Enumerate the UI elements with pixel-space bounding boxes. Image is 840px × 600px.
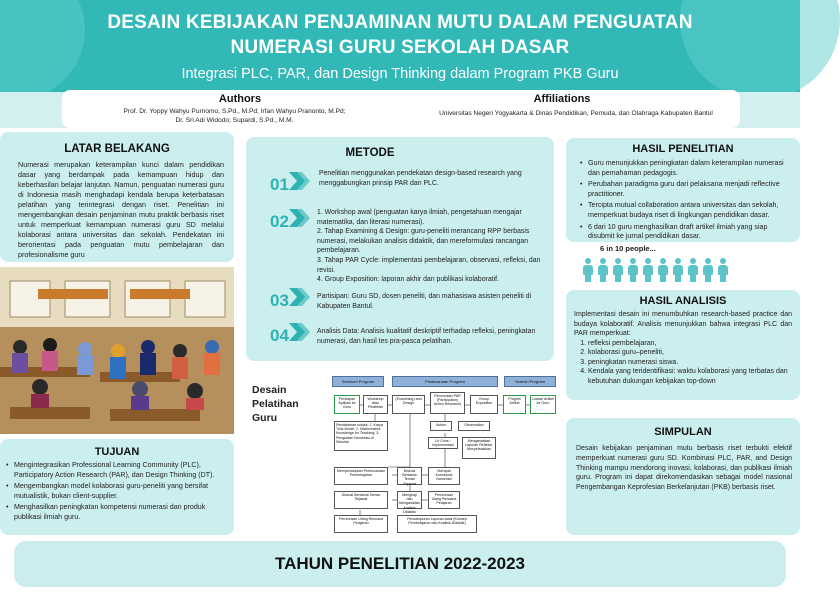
person-icon (627, 258, 639, 282)
person-shape (585, 274, 591, 282)
person-shape (660, 274, 666, 282)
poster-subtitle: Integrasi PLC, PAR, dan Design Thinking dalam Program PKB Guru (181, 66, 619, 82)
person-icon (597, 258, 609, 282)
footer-text: TAHUN PENELITIAN 2022-2023 (274, 554, 526, 573)
flow-node: Group Exposition (470, 395, 498, 414)
list-item: 4. Kendala yang teridentifikasi: waktu kolaborasi yang terbatas dan kebutuhan dukungan kebijakan top-down (588, 367, 792, 386)
people-label: 6 in 10 people... (600, 244, 656, 253)
flow-node: Luaran Artikel ke Guru (530, 395, 556, 414)
person-shape (705, 258, 711, 264)
latar-heading: LATAR BELAKANG (64, 143, 170, 155)
flow-node: Perumusan Ulang Rencana Pelajaran (334, 515, 388, 533)
person-shape (690, 258, 696, 264)
flow-node: (Examining) and Design (392, 395, 425, 414)
step-number: 02 (270, 212, 289, 231)
list-item: 1. refleksi pembelajaran, (588, 339, 792, 348)
flow-node: Observation (458, 421, 490, 431)
flow-node: Pendalaman subjek: 1. Karya Tulis Ilmiah; 2. Mathematics Knowledge for Teaching; 3. Penguatan Numerasi di Sekolah (334, 421, 388, 451)
poster-header (0, 0, 800, 92)
hasil-analisis-panel (566, 290, 800, 400)
list-item: • Tercipta mutual collaboration antara universitas dan sekolah, memperkuat budaya riset di lingkungan pendidikan dasar. (580, 201, 794, 220)
list-item: • 6 dari 10 guru menghasilkan draft artikel ilmiah yang siap disubmit ke jurnal pendidikan dasar. (580, 223, 794, 242)
classroom-photo (0, 267, 234, 434)
chevron-right-icon (289, 323, 311, 341)
person-shape (675, 258, 681, 264)
tujuan-list (6, 461, 228, 525)
phase-header: Pelaksanaan Program (392, 376, 498, 387)
simpulan-text: Desain kebijakan penjaminan mutu berbasis riset terbukti efektif memperkuat numerasi guru SD. Kombinasi PLC, PAR, and Design Thinking mampu mendorong inovasi, kolaborasi, dan publikasi ilmiah guru. Program ini dapat direkomendasikan sebagai model nasional Pengembangan Keprofesian Berkelanjutan (PKB) berbasis riset. (576, 445, 792, 492)
step-number: 01 (270, 175, 289, 194)
person-shape (690, 274, 696, 282)
training-flowchart (330, 375, 560, 537)
list-item: • Menghasilkan peningkatan kompetensi numerasi dan produk publikasi ilmiah guru. (6, 503, 228, 522)
flow-node: Perumusan PAR (Participatory Action Research) (430, 392, 465, 414)
hasil-penelitian-panel (566, 138, 800, 242)
person-shape (645, 258, 651, 264)
person-icon (687, 258, 699, 282)
poster-title: DESAIN KEBIJAKAN PENJAMINAN MUTU DALAM PENGUATAN NUMERASI GURU SEKOLAH DASAR (107, 12, 693, 58)
person-shape (675, 274, 681, 282)
metode-heading: METODE (345, 147, 395, 159)
simpulan-heading: SIMPULAN (654, 426, 712, 438)
list-item: • Mengintegrasikan Professional Learning Community (PLC), Participatory Action Research (PAR), dan Design Thinking (DT). (6, 461, 228, 480)
person-shape (600, 258, 606, 264)
person-icon (657, 258, 669, 282)
simpulan-panel (566, 418, 800, 535)
person-icon (642, 258, 654, 282)
step-text: Analisis Data: Analisis kualitatif deskriptif terhadap refleksi, peningkatan numerasi, dan hasil tes pra-pasca pelatihan. (317, 328, 536, 345)
flow-node: Perumusan Ulang Rencana Pelajaran (428, 491, 460, 509)
person-shape (630, 258, 636, 264)
flow-node: Lit Cohe / Implementasi (428, 437, 458, 449)
chevron-right-icon (289, 172, 311, 190)
desain-label: Desain Pelatihan Guru (252, 384, 299, 424)
flow-node: Diskusi Bersama Teman Sejawat (397, 467, 422, 485)
latar-text: Numerasi merupakan keterampilan kunci dalam pendidikan dasar yang berdampak pada kemampuan hidup dan keberhasilan belajar lanjutan. Namun, penguatan numerasi guru di Indonesia masih menghadapi kendala berupa keterbatasan pelatihan yang terintegrasi dengan riset. Penelitian ini mengembangkan desain penjaminan mutu praktik berbasis riset untuk memperkuat kemampuan numerasi guru SD melalui kolaborasi antara universitas dan sekolah. Pendekatan ini berorientasi pada penguatan mutu pembelajaran dan profesionalisme guru (18, 160, 224, 259)
person-shape (705, 274, 711, 282)
chevron-right-icon (289, 288, 311, 306)
authors-heading: Authors (218, 93, 262, 105)
list-item: 2. kolaborasi guru–peneliti, (588, 348, 792, 357)
person-icon (582, 258, 594, 282)
person-shape (600, 274, 606, 282)
flow-node: Mempersiapkan Perencanaan Pembelajaran (334, 467, 388, 485)
list-item: • Mengembangkan model kolaborasi guru-peneliti yang bersifat mutualistik, bukan client-supplier. (6, 482, 228, 501)
step-text: Partisipan: Guru SD, dosen peneliti, dan mahasiswa asisten peneliti di Kabupaten Bantul. (317, 293, 532, 310)
list-item: 3. peningkatan numerasi siswa. (588, 358, 792, 367)
person-shape (585, 258, 591, 264)
hasil-analisis-intro: Implementasi desain ini menumbuhkan research-based practice dan budaya kolaboratif. Analisis menunjukkan bahwa integrasi PLC dan PAR memperkuat: (574, 311, 792, 338)
flow-node: Persiapan Aplikasi ke Guru (334, 395, 360, 414)
person-icon (672, 258, 684, 282)
person-shape (660, 258, 666, 264)
step-number: 03 (270, 291, 289, 310)
person-shape (615, 274, 621, 282)
tujuan-panel (0, 439, 234, 535)
person-shape (720, 274, 726, 282)
list-item: • Guru menunjukkan peningkatan dalam keterampilan numerasi dan pemahaman pedagogis. (580, 159, 794, 178)
person-icon (612, 258, 624, 282)
latar-panel (0, 132, 234, 262)
person-shape (645, 274, 651, 282)
affiliations-heading: Affiliations (533, 93, 591, 105)
step-text: Penelitian menggunakan pendekatan design-based research yang menggabungkan prinsip PAR dan PLC. (319, 170, 522, 187)
person-icon (702, 258, 714, 282)
person-shape (720, 258, 726, 264)
flow-node: Pencampuran Laporan Awal (Konsep Pembelajaran dan Analisis Didaktik) (397, 515, 477, 533)
flow-node: Workshop atau Pelatihan (363, 395, 388, 414)
hasil-penelitian-heading: HASIL PENELITIAN (632, 143, 734, 155)
flow-node: Merapat Konsepnsi Numerasi (428, 467, 460, 485)
flow-node: Mengamatkan Laporan Refleksi, Menyelesaikan (462, 437, 496, 459)
person-shape (615, 258, 621, 264)
person-icon (717, 258, 729, 282)
phase-header: Sebelum Program (332, 376, 384, 387)
list-item: • Perubahan paradigma guru dari pelaksana menjadi reflective practitioner. (580, 180, 794, 199)
footer-banner (14, 541, 786, 587)
tujuan-heading: TUJUAN (94, 446, 140, 458)
flow-node: Diskusi Bersama Teman Sejawat (334, 491, 388, 509)
flow-node: Progres Artikel (503, 395, 526, 414)
affiliations-text: Universitas Negeri Yogyakarta & Dinas Pendidikan, Pemuda, dan Olahraga Kabupaten Bantul (439, 110, 713, 117)
chevron-right-icon (289, 209, 311, 227)
authors-panel (62, 90, 740, 128)
hasil-penelitian-list (580, 159, 794, 244)
hasil-analisis-heading: HASIL ANALISIS (639, 295, 727, 307)
step-text: 1. Workshop awal (penguatan karya ilmiah, pengetahuan mengajar matematika, dan literasi numerasi). 2. Tahap Examining & Design: guru-peneliti merancang RPP berbasis numerasi, melakukan analisis didaktik, dan mereformulasi rancangan pembelajaran. 3. Tahap PAR Cycle: implementasi pembelajaran, observasi, refleksi, dan revisi. 4. Group Exposition: laporan akhir dan publikasi kolaboratif. (317, 209, 541, 284)
step-number: 04 (270, 326, 289, 345)
flow-node: Action (430, 421, 452, 431)
authors-list: Prof. Dr. Yoppy Wahyu Purnomo, S.Pd., M.Pd; Irfan Wahyu Pranonto, M.Pd; Dr. Sri Adi Widodo; Supardi, S.Pd., M.M. (123, 108, 346, 124)
person-shape (630, 274, 636, 282)
phase-header: Setelah Program (504, 376, 556, 387)
hasil-analisis-list (582, 339, 792, 386)
flow-node: Mengkaji dan Menganalisis Analisis Didaktik (397, 491, 422, 509)
